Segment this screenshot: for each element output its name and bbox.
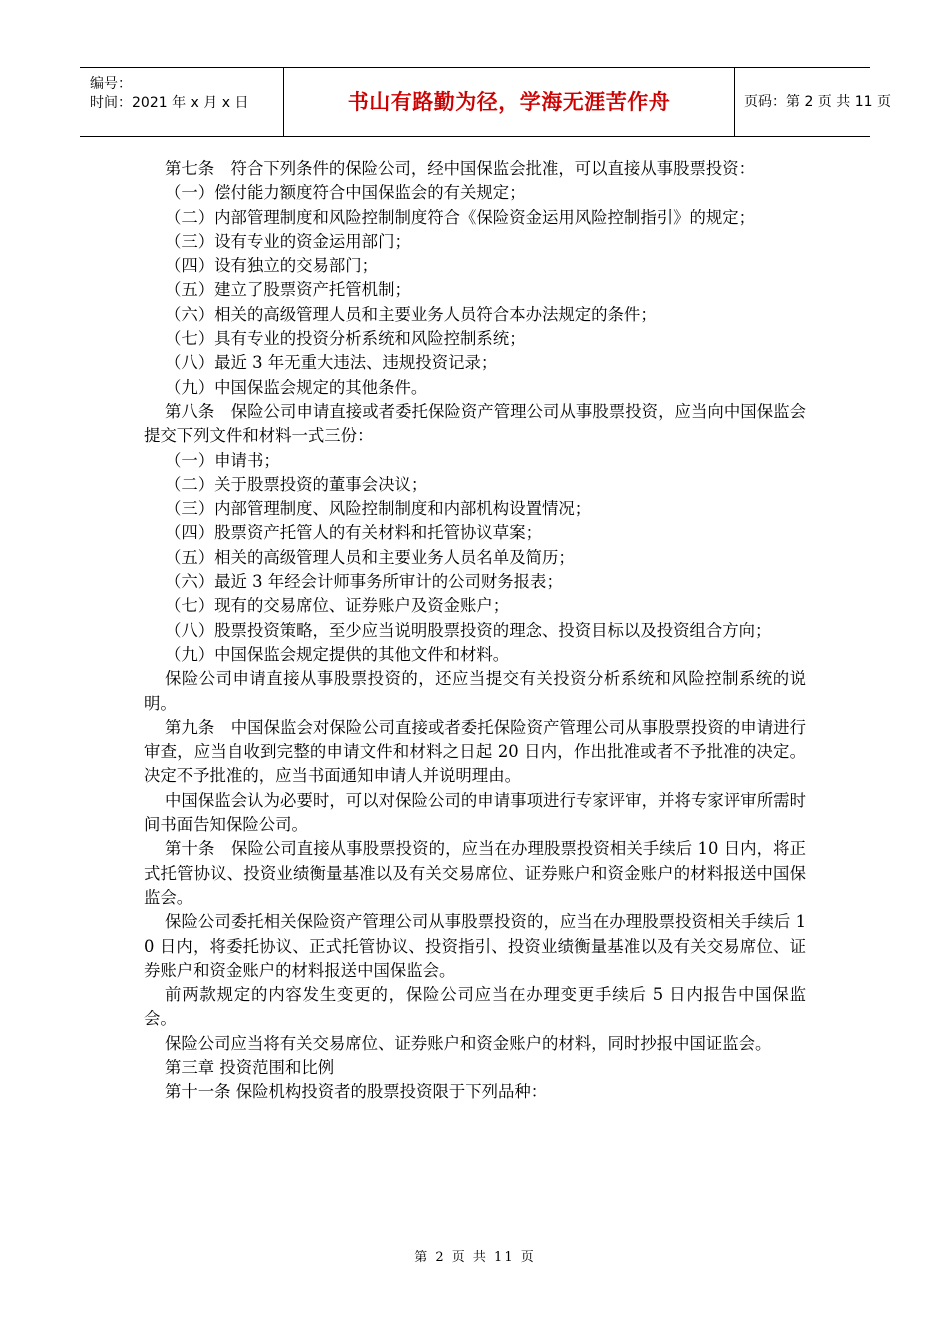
- header-page-code: 页码：第 2 页 共 11 页: [744, 94, 891, 110]
- document-body: [144, 157, 806, 1105]
- article-11-heading: 第十一条 保险机构投资者的股票投资限于下列品种：: [165, 1082, 548, 1102]
- article-8-item-3: （三）内部管理制度、风险控制制度和内部机构设置情况；: [165, 499, 592, 519]
- article-7-item-9: （九）中国保监会规定的其他条件。: [165, 377, 428, 397]
- article-7-item-8: （八）最近 3 年无重大违法、违规投资记录；: [165, 353, 498, 373]
- article-10-para-4: 保险公司应当将有关交易席位、证券账户和资金账户的材料，同时抄报中国证监会。: [165, 1033, 772, 1053]
- article-8-item-4: （四）股票资产托管人的有关材料和托管协议草案；: [165, 523, 542, 543]
- article-7-item-5: （五）建立了股票资产托管机制；: [165, 280, 411, 300]
- article-10-heading: 第十条 保险公司直接从事股票投资的，应当在办理股票投资相关手续后 10 日内，将正式托管协议、投资业绩衡量基准以及有关交易席位、证券账户和资金账户的材料报送中国保监会。: [144, 839, 806, 907]
- header-page-cell: [734, 68, 891, 136]
- article-8-item-2: （二）关于股票投资的董事会决议；: [165, 474, 428, 494]
- article-9-heading: 第九条 中国保监会对保险公司直接或者委托保险资产管理公司从事股票投资的申请进行审查，应当自收到完整的申请文件和材料之日起 20 日内，作出批准或者不予批准的决定。决定不予批准的，应当书面通知申请人并说明理由。: [144, 717, 806, 786]
- article-8-item-1: （一）申请书；: [165, 450, 280, 470]
- document-number-label: 编号：: [90, 76, 132, 92]
- article-9-note: 中国保监会认为必要时，可以对保险公司的申请事项进行专家评审，并将专家评审所需时间书面告知保险公司。: [144, 790, 806, 835]
- article-8-heading: 第八条 保险公司申请直接或者委托保险资产管理公司从事股票投资，应当向中国保监会提交下列文件和材料一式三份：: [144, 401, 806, 446]
- chapter-3-title: 第三章 投资范围和比例: [165, 1057, 335, 1077]
- document-date: 时间：2021 年 x 月 x 日: [90, 95, 249, 111]
- page-header: [80, 67, 891, 137]
- article-10-para-3: 前两款规定的内容发生变更的，保险公司应当在办理变更手续后 5 日内报告中国保监会。: [144, 985, 806, 1029]
- header-motto: 书山有路勤为径，学海无涯苦作舟: [347, 90, 671, 114]
- article-8-item-7: （七）现有的交易席位、证券账户及资金账户；: [165, 596, 510, 616]
- article-10-para-2: 保险公司委托相关保险资产管理公司从事股票投资的，应当在办理股票投资相关手续后 10 日内，将委托协议、正式托管协议、投资指引、投资业绩衡量基准以及有关交易席位、证券账户和资金账户的材料报送中国保监会。: [144, 912, 806, 980]
- page-footer: 第 2 页 共 11 页: [414, 1250, 536, 1265]
- article-8-item-6: （六）最近 3 年经会计师事务所审计的公司财务报表；: [165, 572, 563, 592]
- article-7-item-2: （二）内部管理制度和风险控制制度符合《保险资金运用风险控制指引》的规定；: [165, 207, 756, 227]
- header-motto-cell: [283, 68, 735, 136]
- article-7-item-7: （七）具有专业的投资分析系统和风险控制系统；: [165, 329, 526, 349]
- article-7-item-4: （四）设有独立的交易部门；: [165, 256, 379, 276]
- article-7-item-3: （三）设有专业的资金运用部门；: [165, 231, 411, 251]
- article-7-item-6: （六）相关的高级管理人员和主要业务人员符合本办法规定的条件；: [165, 304, 657, 324]
- article-8-item-5: （五）相关的高级管理人员和主要业务人员名单及简历；: [165, 547, 575, 567]
- article-8-item-8: （八）股票投资策略，至少应当说明股票投资的理念、投资目标以及投资组合方向；: [165, 620, 772, 640]
- article-7-heading: 第七条 符合下列条件的保险公司，经中国保监会批准，可以直接从事股票投资：: [165, 159, 756, 178]
- header-meta-cell: [80, 68, 283, 136]
- article-8-note: 保险公司申请直接从事股票投资的，还应当提交有关投资分析系统和风险控制系统的说明。: [144, 669, 806, 713]
- article-8-item-9: （九）中国保监会规定提供的其他文件和材料。: [165, 644, 510, 664]
- article-7-item-1: （一）偿付能力额度符合中国保监会的有关规定；: [165, 183, 526, 203]
